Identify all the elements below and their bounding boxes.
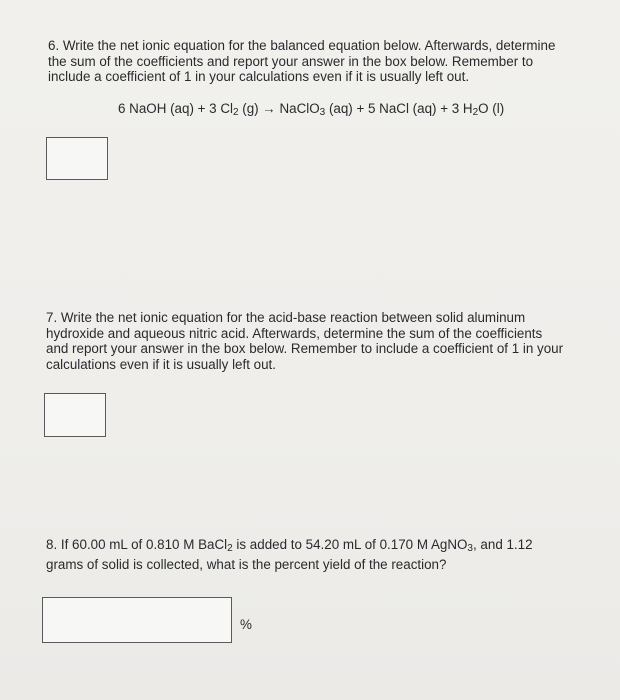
question-8-part: is added to 54.20 mL of 0.170 M AgNO	[232, 537, 468, 552]
question-7-answer-box[interactable]	[44, 393, 106, 437]
question-8-text	[46, 537, 591, 572]
equation-subscript: 2	[472, 107, 479, 118]
equation-part: (aq) + 5 NaCl (aq) + 3 H	[325, 101, 473, 116]
equation-part: (g) → NaClO	[238, 101, 320, 116]
question-8-part: 8. If 60.00 mL of 0.810 M BaCl	[46, 537, 228, 552]
question-8-subscript: 3	[467, 543, 473, 554]
question-6-answer-box[interactable]	[46, 137, 108, 180]
question-6-text: 6. Write the net ionic equation for the balanced equation below. Afterwards, determine the sum of the coefficients and report your answer in the box below. Remember to include a coefficient of 1 in your calculations even if it is usually left out.	[48, 38, 556, 84]
question-6-equation	[118, 101, 504, 118]
equation-subscript: 2	[232, 107, 239, 118]
question-8-part: , and 1.12 grams of solid is collected, what is the percent yield of the reaction?	[46, 537, 533, 572]
equation-subscript: 3	[319, 107, 326, 118]
question-8-subscript: 2	[227, 543, 233, 554]
equation-part: O (l)	[478, 101, 505, 116]
equation-part: 6 NaOH (aq) + 3 Cl	[118, 101, 233, 116]
question-7-text: 7. Write the net ionic equation for the acid-base reaction between solid aluminum hydroxide and aqueous nitric acid. Afterwards, determine the sum of the coefficients and report your answer in the box below. Remember to include a coefficient of 1 in your calculations even if it is usually left out.	[46, 310, 564, 372]
percent-unit-label: %	[240, 617, 252, 632]
question-8-answer-box[interactable]	[42, 597, 232, 643]
